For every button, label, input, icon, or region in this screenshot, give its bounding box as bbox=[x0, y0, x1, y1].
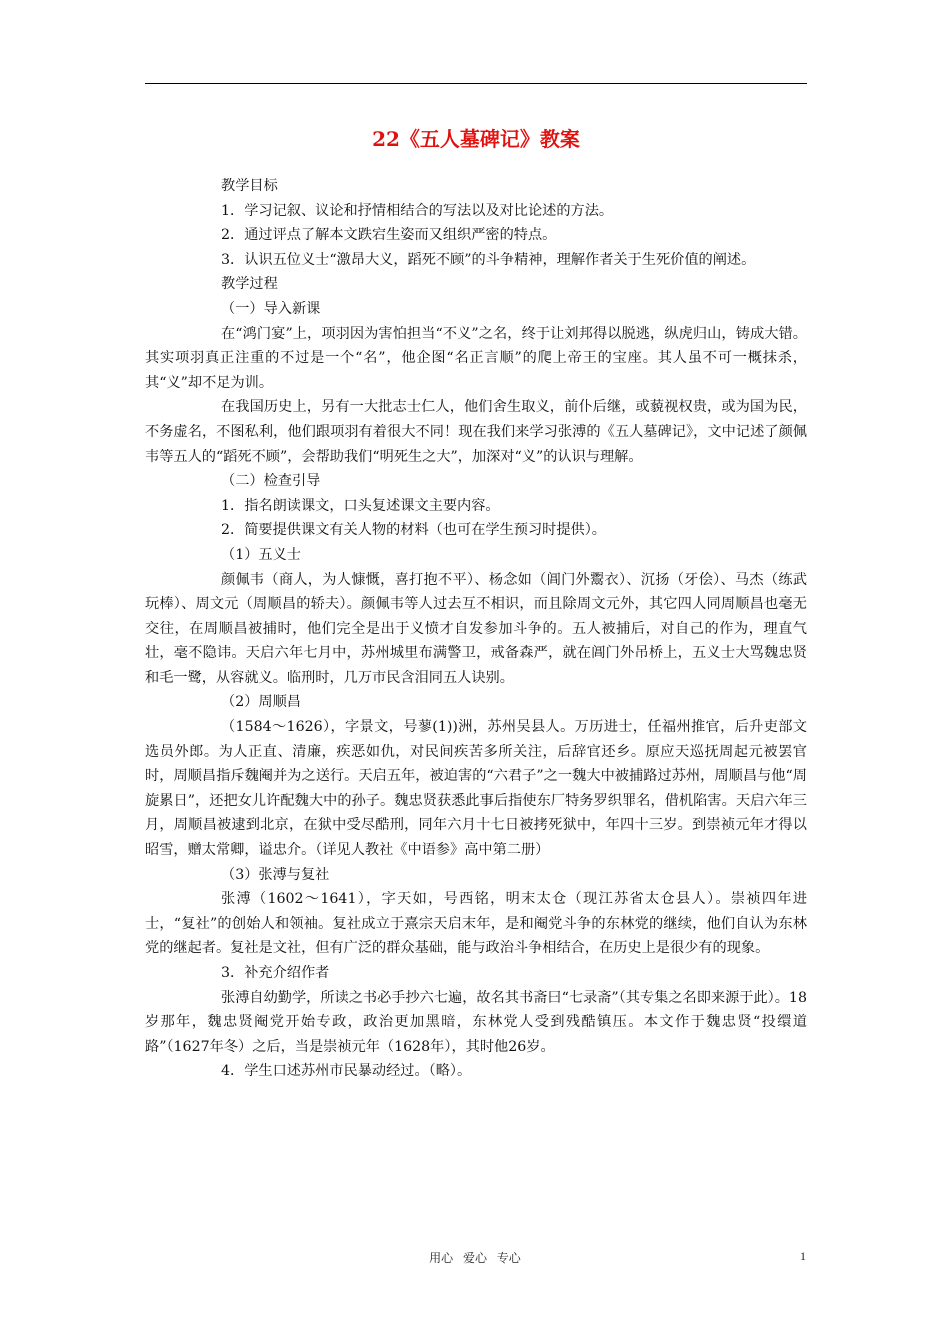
body-paragraph: 在我国历史上，另有一大批志士仁人，他们舍生取义，前仆后继，或藐视权贵，或为国为民，不务虚名，不图私利，他们跟项羽有着很大不同！现在我们来学习张溥的《五人墓碑记》，文中记述了颜佩韦等五人的“蹈死不顾”，会帮助我们“明死生之大”，加深对“义”的认识与理解。 bbox=[145, 399, 807, 465]
subsection-heading: （一）导入新课 bbox=[221, 300, 321, 317]
body-paragraph: 颜佩韦（商人，为人慷慨，喜打抱不平）、杨念如（阊门外鬻衣）、沉扬（牙侩）、马杰（练武玩棒）、周文元（周顺昌的轿夫）。颜佩韦等人过去互不相识，而且除周文元外，其它四人同周顺昌也毫无交往，在周顺昌被捕时，他们完全是出于义愤才自发参加斗争的。五人被捕后，对自己的作为，理直气壮，毫不隐讳。天启六年七月中，苏州城里布满警卫，戒备森严，就在阊门外吊桥上，五义士大骂魏忠贤和毛一鹭，从容就义。临刑时，几万市民含泪同五人诀别。 bbox=[145, 571, 807, 686]
page-number: 1 bbox=[800, 1249, 806, 1263]
footer-motto: 用心 爱心 专心 bbox=[429, 1251, 521, 1265]
list-item: 4．学生口述苏州市民暴动经过。（略）。 bbox=[221, 1063, 472, 1080]
topic-heading: （1）五义士 bbox=[221, 546, 301, 563]
body-paragraph: 张溥自幼勤学，所读之书必手抄六七遍，故名其书斋曰“七录斋”（其专集之名即来源于此）。18岁那年，魏忠贤阉党开始专政，政治更加黑暗，东林党人受到残酷镇压。本文作于魏忠贤“投缳道路”（1627年冬）之后，当是崇祯元年（1628年），其时他26岁。 bbox=[145, 989, 807, 1055]
topic-heading: （3）张溥与复社 bbox=[221, 866, 330, 883]
section-heading-objectives: 教学目标 bbox=[221, 178, 278, 194]
document-body bbox=[145, 174, 807, 1084]
objective-item: 3．认识五位义士“激昂大义，蹈死不顾”的斗争精神，理解作者关于生死价值的阐述。 bbox=[221, 251, 756, 268]
list-item: 1．指名朗读课文，口头复述课文主要内容。 bbox=[221, 497, 500, 514]
list-item: 2．简要提供课文有关人物的材料（也可在学生预习时提供）。 bbox=[221, 522, 606, 539]
header-rule bbox=[145, 83, 807, 84]
topic-heading: （2）周顺昌 bbox=[221, 694, 301, 711]
subsection-heading: （二）检查引导 bbox=[221, 473, 321, 490]
objective-item: 2．通过评点了解本文跌宕生姿而又组织严密的特点。 bbox=[221, 227, 557, 244]
body-paragraph: 张溥（1602～1641），字天如，号西铭，明末太仓（现江苏省太仓县人）。崇祯四年进士，“复社”的创始人和领袖。复社成立于熹宗天启末年，是和阉党斗争的东林党的继续，他们自认为东林党的继起者。复社是文社，但有广泛的群众基础，能与政治斗争相结合，在历史上是很少有的现象。 bbox=[145, 891, 807, 957]
body-paragraph: （1584～1626），字景文，号蓼(1))洲，苏州吴县人。万历进士，任福州推官，后升吏部文选员外郎。为人正直、清廉，疾恶如仇，对民间疾苦多所关注，后辞官还乡。原应天巡抚周起元被罢官时，周顺昌指斥魏阉并为之送行。天启五年，被迫害的“六君子”之一魏大中被捕路过苏州，周顺昌与他“周旋累日”，还把女儿许配魏大中的孙子。魏忠贤获悉此事后指使东厂特务罗织罪名，借机陷害。天启六年三月，周顺昌被逮到北京，在狱中受尽酷刑，同年六月十七日被拷死狱中，年四十三岁。到崇祯元年才得以昭雪，赠太常卿，谥忠介。（详见人教社《中语参》高中第二册） bbox=[145, 719, 807, 859]
list-item: 3．补充介绍作者 bbox=[221, 965, 330, 981]
page-footer bbox=[0, 1249, 950, 1269]
objective-item: 1．学习记叙、议论和抒情相结合的写法以及对比论述的方法。 bbox=[221, 202, 614, 219]
section-heading-process: 教学过程 bbox=[221, 276, 278, 293]
body-paragraph: 在“鸿门宴”上，项羽因为害怕担当“不义”之名，终于让刘邦得以脱逃，纵虎归山，铸成大错。其实项羽真正注重的不过是一个“名”，他企图“名正言顺”的爬上帝王的宝座。其人虽不可一概抹杀，其“义”却不足为训。 bbox=[145, 325, 807, 391]
page-title: 22《五人墓碑记》教案 bbox=[372, 127, 580, 151]
